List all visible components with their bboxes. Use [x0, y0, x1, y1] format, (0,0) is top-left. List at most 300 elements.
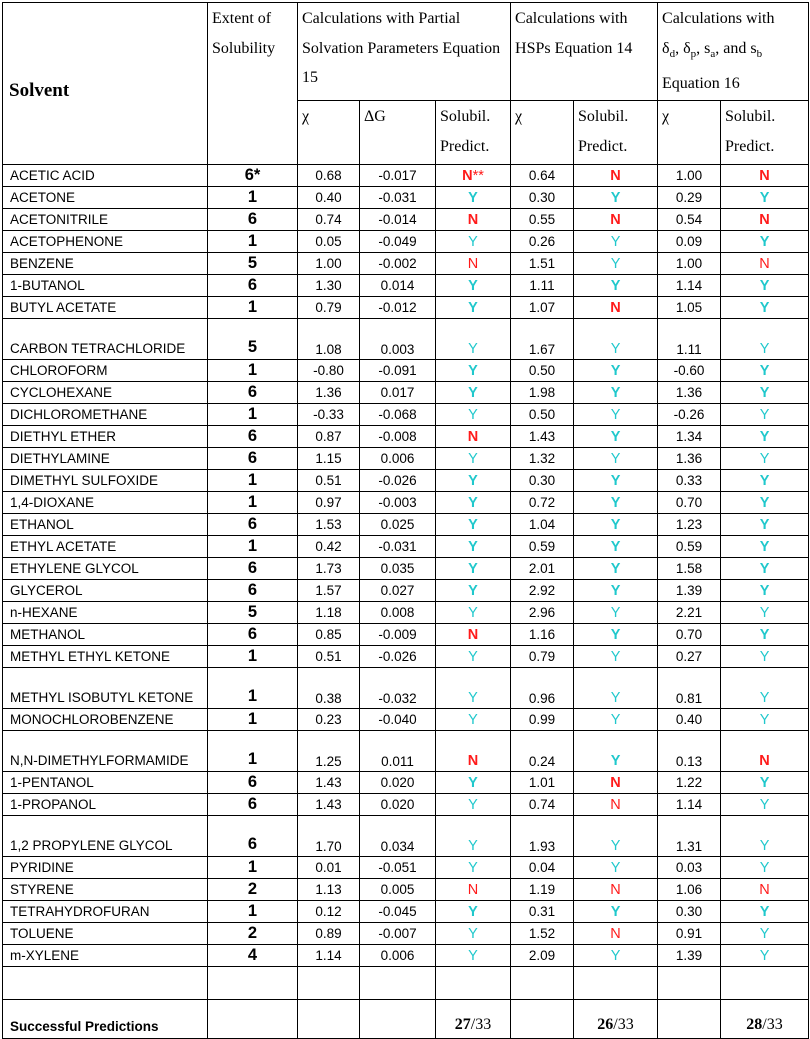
chi-psp: 0.79: [298, 297, 360, 319]
prediction-mark: Y: [759, 947, 770, 964]
prediction-mark: Y: [759, 838, 770, 854]
chi-eq16: -0.60: [658, 360, 721, 382]
chi-eq16: 1.14: [658, 275, 721, 297]
extent-value: 6: [208, 558, 298, 580]
prediction-mark: Y: [759, 494, 770, 511]
predict-hsp: [574, 772, 658, 794]
prediction-mark: N: [610, 881, 621, 898]
extent-value: 6: [208, 275, 298, 297]
table-row: [3, 209, 809, 231]
table-row: [3, 879, 809, 901]
prediction-mark: Y: [759, 774, 770, 791]
chi-psp: 1.00: [298, 253, 360, 275]
predict-eq16: [721, 580, 809, 602]
chi-eq16: 0.30: [658, 901, 721, 923]
prediction-mark: Y: [468, 648, 478, 665]
table-row: [3, 165, 809, 187]
table-body: [3, 165, 809, 967]
table-row: [3, 646, 809, 668]
prediction-mark: Y: [468, 838, 478, 854]
prediction-mark: Y: [468, 903, 478, 920]
predict-psp: [436, 470, 511, 492]
predict-eq16: [721, 209, 809, 231]
chi-psp: 0.89: [298, 923, 360, 945]
chi-hsp: 0.96: [511, 668, 574, 709]
solvent-name: DIMETHYL SULFOXIDE: [3, 470, 208, 492]
prediction-mark: N: [467, 428, 479, 445]
solvent-name: METHYL ISOBUTYL KETONE: [3, 668, 208, 709]
table-row: [3, 360, 809, 382]
chi-psp: 1.25: [298, 731, 360, 772]
prediction-mark: Y: [610, 341, 621, 357]
chi-psp: 1.43: [298, 772, 360, 794]
chi-psp: -0.80: [298, 360, 360, 382]
prediction-mark: Y: [468, 299, 478, 316]
chi-hsp: 0.50: [511, 404, 574, 426]
prediction-mark: N: [610, 796, 621, 813]
solvent-name: DICHLOROMETHANE: [3, 404, 208, 426]
predict-header-1: Solubil. Predict.: [436, 101, 511, 165]
predict-header-3: Solubil. Predict.: [721, 101, 809, 165]
predict-hsp: [574, 646, 658, 668]
solvent-name: DIETHYL ETHER: [3, 426, 208, 448]
predict-hsp: [574, 536, 658, 558]
chi-hsp: 1.32: [511, 448, 574, 470]
solvent-name: CHLOROFORM: [3, 360, 208, 382]
chi-hsp: 1.98: [511, 382, 574, 404]
successful-predictions-label: Successful Predictions: [3, 1000, 208, 1039]
prediction-mark: Y: [468, 711, 478, 728]
prediction-mark: Y: [610, 189, 621, 206]
predict-eq16: [721, 646, 809, 668]
predict-psp: [436, 901, 511, 923]
prediction-mark: Y: [468, 774, 478, 791]
extent-value: 1: [208, 187, 298, 209]
prediction-mark: Y: [610, 428, 621, 445]
chi-psp: 0.38: [298, 668, 360, 709]
prediction-mark: Y: [610, 947, 621, 964]
extent-value: 1: [208, 901, 298, 923]
chi-psp: -0.33: [298, 404, 360, 426]
chi-eq16: 1.58: [658, 558, 721, 580]
chi-eq16: 0.54: [658, 209, 721, 231]
prediction-mark: N: [467, 255, 479, 272]
prediction-mark: N: [462, 167, 473, 184]
extent-value: 1: [208, 857, 298, 879]
predict-hsp: [574, 470, 658, 492]
predict-psp: [436, 923, 511, 945]
extent-value: 1: [208, 709, 298, 731]
predict-eq16: [721, 536, 809, 558]
chi-header-2: χ: [511, 101, 574, 165]
predict-psp: [436, 879, 511, 901]
chi-hsp: 0.30: [511, 470, 574, 492]
solvent-name: 1-PROPANOL: [3, 794, 208, 816]
table-row: [3, 382, 809, 404]
solvent-name: METHANOL: [3, 624, 208, 646]
delta-g: -0.031: [360, 187, 436, 209]
prediction-mark: Y: [759, 428, 770, 445]
predict-eq16: [721, 426, 809, 448]
delta-g: 0.017: [360, 382, 436, 404]
predict-hsp: [574, 624, 658, 646]
table-row: [3, 857, 809, 879]
solvent-name: ACETOPHENONE: [3, 231, 208, 253]
predict-psp: [436, 668, 511, 709]
prediction-mark: Y: [759, 472, 770, 489]
table-row: [3, 514, 809, 536]
solvent-name: n-HEXANE: [3, 602, 208, 624]
predict-hsp: [574, 165, 658, 187]
prediction-mark: N: [467, 753, 479, 769]
table-row: [3, 492, 809, 514]
chi-hsp: 1.51: [511, 253, 574, 275]
chi-header-3: χ: [658, 101, 721, 165]
extent-header: Extent of Solubility: [208, 3, 298, 165]
predict-psp: [436, 426, 511, 448]
prediction-mark: Y: [759, 384, 770, 401]
prediction-mark: N: [610, 299, 621, 316]
prediction-mark: Y: [610, 450, 621, 467]
chi-hsp: 1.52: [511, 923, 574, 945]
prediction-mark: Y: [610, 362, 621, 379]
predict-psp: [436, 275, 511, 297]
deltag-header: ΔG: [360, 101, 436, 165]
delta-g: 0.006: [360, 448, 436, 470]
predict-eq16: [721, 558, 809, 580]
delta-g: -0.003: [360, 492, 436, 514]
solvent-name: TETRAHYDROFURAN: [3, 901, 208, 923]
chi-hsp: 0.31: [511, 901, 574, 923]
table-row: [3, 319, 809, 360]
score-hsp: 26/33: [574, 1000, 658, 1039]
chi-eq16: 1.22: [658, 772, 721, 794]
predict-eq16: [721, 794, 809, 816]
predict-hsp: [574, 492, 658, 514]
chi-psp: 0.23: [298, 709, 360, 731]
table-row: [3, 794, 809, 816]
table-row: [3, 448, 809, 470]
prediction-mark: N: [759, 167, 770, 184]
prediction-mark: Y: [610, 233, 621, 250]
delta-g: 0.008: [360, 602, 436, 624]
predict-eq16: [721, 492, 809, 514]
predict-psp: [436, 624, 511, 646]
chi-eq16: 1.14: [658, 794, 721, 816]
extent-value: 1: [208, 536, 298, 558]
predict-hsp: [574, 709, 658, 731]
delta-g: 0.014: [360, 275, 436, 297]
predict-psp: [436, 731, 511, 772]
predict-psp: [436, 772, 511, 794]
extent-value: 6*: [208, 165, 298, 187]
prediction-mark: Y: [759, 859, 770, 876]
delta-g: -0.007: [360, 923, 436, 945]
predict-eq16: [721, 816, 809, 857]
extent-value: 1: [208, 668, 298, 709]
predict-psp: [436, 492, 511, 514]
extent-value: 6: [208, 514, 298, 536]
extent-value: 1: [208, 404, 298, 426]
extent-value: 6: [208, 772, 298, 794]
predict-hsp: [574, 382, 658, 404]
chi-hsp: 0.72: [511, 492, 574, 514]
predict-hsp: [574, 731, 658, 772]
table-row: [3, 602, 809, 624]
prediction-mark: Y: [468, 494, 478, 511]
delta-g: -0.049: [360, 231, 436, 253]
chi-psp: 0.87: [298, 426, 360, 448]
chi-psp: 1.36: [298, 382, 360, 404]
delta-g: 0.020: [360, 772, 436, 794]
prediction-mark: Y: [610, 859, 621, 876]
chi-psp: 1.70: [298, 816, 360, 857]
delta-g: -0.012: [360, 297, 436, 319]
table-row: [3, 945, 809, 967]
delta-g: -0.068: [360, 404, 436, 426]
predict-psp: [436, 709, 511, 731]
solvent-name: BUTYL ACETATE: [3, 297, 208, 319]
chi-hsp: 0.74: [511, 794, 574, 816]
prediction-mark: Y: [759, 538, 770, 555]
extent-value: 6: [208, 580, 298, 602]
chi-psp: 0.01: [298, 857, 360, 879]
prediction-mark: N: [759, 881, 770, 898]
solvent-name: STYRENE: [3, 879, 208, 901]
chi-eq16: 1.39: [658, 945, 721, 967]
prediction-mark: Y: [759, 341, 770, 357]
solvent-name: CYCLOHEXANE: [3, 382, 208, 404]
solvent-name: ACETIC ACID: [3, 165, 208, 187]
delta-g: -0.014: [360, 209, 436, 231]
chi-hsp: 0.50: [511, 360, 574, 382]
chi-psp: 0.12: [298, 901, 360, 923]
chi-hsp: 2.09: [511, 945, 574, 967]
predict-psp: [436, 536, 511, 558]
predict-hsp: [574, 187, 658, 209]
predict-psp: [436, 319, 511, 360]
prediction-mark: Y: [610, 582, 621, 599]
chi-eq16: 0.40: [658, 709, 721, 731]
extent-value: 1: [208, 360, 298, 382]
prediction-mark: Y: [468, 516, 478, 533]
predict-psp: [436, 382, 511, 404]
chi-eq16: 1.36: [658, 382, 721, 404]
chi-psp: 0.51: [298, 646, 360, 668]
prediction-mark: Y: [759, 299, 770, 316]
table-row: [3, 470, 809, 492]
chi-eq16: 1.00: [658, 253, 721, 275]
table-row: [3, 297, 809, 319]
predict-hsp: [574, 231, 658, 253]
predict-eq16: [721, 624, 809, 646]
prediction-mark: Y: [610, 472, 621, 489]
prediction-mark: N: [610, 167, 621, 184]
predict-hsp: [574, 426, 658, 448]
prediction-mark: Y: [610, 538, 621, 555]
table-row: [3, 901, 809, 923]
delta-g: 0.006: [360, 945, 436, 967]
delta-g: -0.051: [360, 857, 436, 879]
predict-hsp: [574, 297, 658, 319]
predict-hsp: [574, 602, 658, 624]
predict-psp: [436, 857, 511, 879]
prediction-mark: Y: [610, 711, 621, 728]
solvent-name: METHYL ETHYL KETONE: [3, 646, 208, 668]
solvent-name: BENZENE: [3, 253, 208, 275]
solvent-name: ETHYLENE GLYCOL: [3, 558, 208, 580]
chi-hsp: 0.30: [511, 187, 574, 209]
prediction-mark: Y: [468, 604, 478, 621]
prediction-mark: Y: [468, 582, 478, 599]
table-row: [3, 558, 809, 580]
table-row: [3, 923, 809, 945]
chi-header-1: χ: [298, 101, 360, 165]
chi-eq16: 1.34: [658, 426, 721, 448]
prediction-mark: Y: [468, 362, 478, 379]
extent-value: 2: [208, 879, 298, 901]
solubility-table: [2, 2, 809, 1039]
predict-eq16: [721, 253, 809, 275]
table-row: [3, 426, 809, 448]
prediction-mark: Y: [468, 560, 478, 577]
spacer-row: [3, 967, 809, 1000]
predict-psp: [436, 165, 511, 187]
score-psp: 27/33: [436, 1000, 511, 1039]
extent-value: 6: [208, 448, 298, 470]
prediction-mark: Y: [759, 796, 770, 813]
predict-eq16: [721, 231, 809, 253]
chi-eq16: 1.00: [658, 165, 721, 187]
solvent-name: m-XYLENE: [3, 945, 208, 967]
prediction-mark: N: [467, 211, 479, 228]
predict-hsp: [574, 580, 658, 602]
table-row: [3, 624, 809, 646]
predict-hsp: [574, 857, 658, 879]
table-row: [3, 275, 809, 297]
predict-psp: [436, 297, 511, 319]
predict-hsp: [574, 901, 658, 923]
predict-eq16: [721, 187, 809, 209]
predict-eq16: [721, 275, 809, 297]
solvent-name: CARBON TETRACHLORIDE: [3, 319, 208, 360]
prediction-mark: Y: [610, 903, 621, 920]
delta-g: -0.026: [360, 470, 436, 492]
predict-psp: [436, 187, 511, 209]
delta-g: -0.040: [360, 709, 436, 731]
prediction-mark: Y: [610, 277, 621, 294]
table-row: [3, 709, 809, 731]
psp-group-header: Calculations with Partial Solvation Parameters Equation 15: [298, 3, 511, 101]
delta-g: 0.011: [360, 731, 436, 772]
prediction-mark: Y: [759, 903, 770, 920]
predict-eq16: [721, 319, 809, 360]
predict-hsp: [574, 794, 658, 816]
extent-value: 1: [208, 492, 298, 514]
predict-psp: [436, 602, 511, 624]
predict-eq16: [721, 165, 809, 187]
footer-row: [3, 1000, 809, 1039]
predict-eq16: [721, 602, 809, 624]
solvent-name: TOLUENE: [3, 923, 208, 945]
predict-eq16: [721, 668, 809, 709]
table-row: [3, 668, 809, 709]
predict-psp: [436, 404, 511, 426]
predict-hsp: [574, 448, 658, 470]
solvent-name: PYRIDINE: [3, 857, 208, 879]
chi-eq16: 0.09: [658, 231, 721, 253]
extent-value: 6: [208, 382, 298, 404]
table-row: [3, 404, 809, 426]
predict-hsp: [574, 923, 658, 945]
prediction-mark: Y: [468, 538, 478, 555]
predict-eq16: [721, 297, 809, 319]
predict-hsp: [574, 360, 658, 382]
chi-psp: 0.42: [298, 536, 360, 558]
chi-hsp: 2.92: [511, 580, 574, 602]
solvent-name: 1-BUTANOL: [3, 275, 208, 297]
solvent-name: 1-PENTANOL: [3, 772, 208, 794]
prediction-mark: Y: [759, 233, 770, 250]
chi-psp: 0.05: [298, 231, 360, 253]
eq16-group-header: Calculations with $\delta_d$, $\delta_p$, $s_a$, and $s_b$ Equation 16: [658, 3, 809, 101]
prediction-mark: Y: [759, 189, 770, 206]
predict-psp: [436, 209, 511, 231]
chi-eq16: 0.81: [658, 668, 721, 709]
solvent-name: N,N-DIMETHYLFORMAMIDE: [3, 731, 208, 772]
predict-hsp: [574, 945, 658, 967]
extent-value: 1: [208, 231, 298, 253]
table-row: [3, 772, 809, 794]
chi-eq16: 1.31: [658, 816, 721, 857]
chi-eq16: 1.39: [658, 580, 721, 602]
hsp-group-header: Calculations with HSPs Equation 14: [511, 3, 658, 101]
chi-eq16: 1.23: [658, 514, 721, 536]
chi-hsp: 0.59: [511, 536, 574, 558]
solvent-name: MONOCHLOROBENZENE: [3, 709, 208, 731]
prediction-mark: Y: [759, 690, 770, 706]
prediction-mark: Y: [610, 604, 621, 621]
eq16-equation: Equation 16: [662, 75, 740, 93]
delta-g: -0.017: [360, 165, 436, 187]
chi-hsp: 1.19: [511, 879, 574, 901]
prediction-mark: Y: [468, 947, 478, 964]
prediction-mark: Y: [468, 277, 478, 294]
chi-psp: 0.68: [298, 165, 360, 187]
prediction-mark: Y: [759, 711, 770, 728]
delta-g: 0.020: [360, 794, 436, 816]
extent-value: 6: [208, 624, 298, 646]
prediction-mark: Y: [468, 925, 478, 942]
chi-psp: 0.85: [298, 624, 360, 646]
chi-hsp: 1.67: [511, 319, 574, 360]
footnote-mark: **: [472, 167, 484, 184]
chi-psp: 1.14: [298, 945, 360, 967]
delta-g: -0.091: [360, 360, 436, 382]
predict-hsp: [574, 558, 658, 580]
extent-value: 5: [208, 253, 298, 275]
predict-eq16: [721, 360, 809, 382]
predict-eq16: [721, 382, 809, 404]
predict-eq16: [721, 470, 809, 492]
prediction-mark: N: [610, 211, 621, 228]
predict-eq16: [721, 923, 809, 945]
delta-g: -0.026: [360, 646, 436, 668]
chi-hsp: 1.43: [511, 426, 574, 448]
delta-g: 0.025: [360, 514, 436, 536]
chi-hsp: 2.01: [511, 558, 574, 580]
extent-value: 6: [208, 816, 298, 857]
